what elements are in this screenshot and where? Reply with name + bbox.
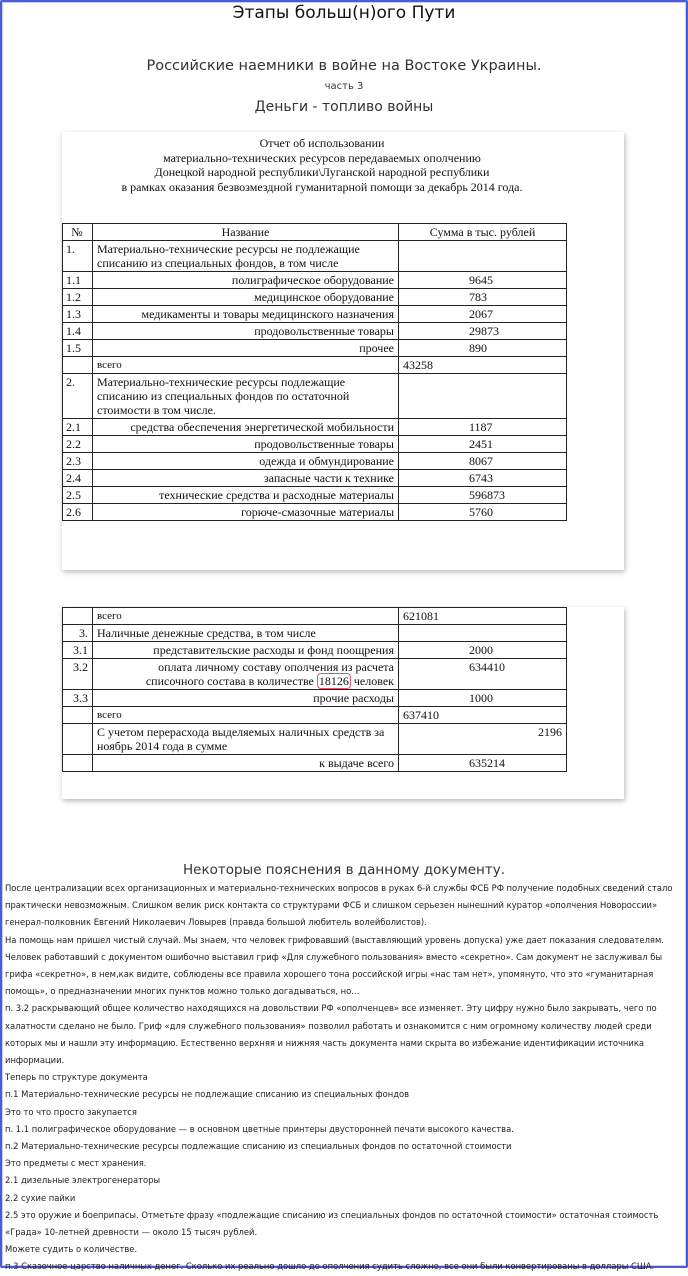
row-sum [399, 241, 567, 272]
row-sum: 2000 [399, 642, 567, 659]
report-heading-line: в рамках оказания безвозмездной гуманитарной помощи за декабрь 2014 года. [121, 179, 523, 194]
row-name-text: человек [353, 674, 394, 688]
table-row [63, 755, 567, 772]
table-row [63, 642, 567, 659]
table-row [63, 707, 567, 724]
row-sum: 8067 [399, 453, 567, 470]
row-name: Материально-технические ресурсы не подлежащие списанию из специальных фондов, в том числе [93, 241, 399, 272]
table-row [63, 625, 567, 642]
row-sum [399, 625, 567, 642]
row-no [63, 707, 93, 724]
row-name: Наличные денежные средства, в том числе [93, 625, 399, 642]
notes-body [5, 880, 681, 1276]
row-sum: 2196 [399, 724, 567, 755]
report-heading [62, 132, 582, 194]
row-name: одежда и обмундирование [93, 453, 399, 470]
row-no [63, 357, 93, 374]
row-no: 2.4 [63, 470, 93, 487]
report-heading-line: материально-технических ресурсов передаваемых ополчению [163, 150, 481, 165]
row-no [63, 724, 93, 755]
notes-paragraph: 2.2 сухие пайки [5, 1192, 76, 1203]
row-no: 1.1 [63, 272, 93, 289]
table-row [63, 289, 567, 306]
table-row [63, 608, 567, 625]
table-row [63, 724, 567, 755]
row-name-text: списочного состава в количестве [145, 674, 314, 688]
table-row [63, 357, 567, 374]
row-name: запасные части к технике [93, 470, 399, 487]
row-sum [399, 374, 567, 419]
row-name: представительские расходы и фонд поощрения [93, 642, 399, 659]
report-scan-bottom [62, 607, 624, 799]
row-name: технические средства и расходные материалы [93, 487, 399, 504]
report-heading-line: Отчет об использовании [259, 136, 385, 150]
row-no: 2.3 [63, 453, 93, 470]
row-no: 1.2 [63, 289, 93, 306]
row-name: горюче-смазочные материалы [93, 504, 399, 521]
table-row [63, 659, 567, 690]
table-row [63, 340, 567, 357]
table-row [63, 504, 567, 521]
table-row [63, 272, 567, 289]
table-row [63, 306, 567, 323]
row-sum: 6743 [399, 470, 567, 487]
row-sum: 2451 [399, 436, 567, 453]
article-part: часть 3 [324, 81, 364, 92]
row-name: С учетом перерасхода выделяемых наличных средств за ноябрь 2014 года в сумме [93, 724, 399, 755]
notes-paragraph: Это то что просто закупается [5, 1106, 137, 1117]
row-name: прочие расходы [93, 690, 399, 707]
column-header-sum: Сумма в тыс. рублей [399, 224, 567, 241]
notes-paragraph: 2.5 это оружие и боеприпасы. Отметьте фразу «подлежащие списанию из специальных фондов по остаточной стоимости» остаточная стоимость «Града» 10-летней древности — около 15 тысяч рублей. [5, 1209, 659, 1238]
row-name-line [97, 674, 394, 688]
notes-paragraph: Можете судить о количестве. [5, 1244, 138, 1255]
table-row [63, 470, 567, 487]
table-row [63, 419, 567, 436]
row-sum: 621081 [399, 608, 567, 625]
row-name: Материально-технические ресурсы подлежащие списанию из специальных фондов по остаточной стоимости в том числе. [93, 374, 399, 419]
row-name: к выдаче всего [93, 755, 399, 772]
table-row [63, 690, 567, 707]
notes-paragraph: Теперь по структуре документа [5, 1072, 148, 1083]
row-no [63, 755, 93, 772]
column-header-name: Название [93, 224, 399, 241]
notes-paragraph: На помощь нам пришел чистый случай. Мы знаем, что человек грифовавший (выставляющий уровень допуска) уже дает показания следователям. Человек работавший с документом ошибочно выставил гриф «Для служебного пользования» вместо «секретно». Сам документ не заслуживал бы грифа «секретно», в нем,как видите, соблюдены все правила хорошего тона российской игры «нас там нет», упомянуто, что это «гуманитарная помощь», о предназначении многих пунктов можно только догадываться, но... [5, 934, 664, 997]
notes-paragraph: Это предметы с мест хранения. [5, 1158, 147, 1169]
notes-paragraph: После централизации всех организационных и материально-технических вопросов в руках 6-й службы ФСБ РФ получение подобных сведений стало практически невозможным. Слишком велик риск контакта со структурами ФСБ и слишком серьезен нынешний куратор «ополчения Новороссии» генерал-полковник Евгений Николаевич Ловырев (правда большой любитель волейболистов). [5, 883, 673, 928]
table-row [63, 323, 567, 340]
highlighted-headcount: 18126 [318, 674, 349, 688]
article-subtitle: Деньги - топливо войны [254, 99, 434, 115]
row-no: 1.3 [63, 306, 93, 323]
row-no [63, 608, 93, 625]
row-name: средства обеспечения энергетической мобильности [93, 419, 399, 436]
row-sum: 783 [399, 289, 567, 306]
notes-paragraph: п.2 Материально-технические ресурсы подлежащие списанию из специальных фондов по остаточной стоимости [5, 1141, 512, 1152]
table-row [63, 453, 567, 470]
row-no: 3. [63, 625, 93, 642]
row-no: 1. [63, 241, 93, 272]
row-name: полиграфическое оборудование [93, 272, 399, 289]
row-name: продовольственные товары [93, 323, 399, 340]
row-no: 2.6 [63, 504, 93, 521]
row-sum: 1000 [399, 690, 567, 707]
row-no: 2.2 [63, 436, 93, 453]
row-no: 3.3 [63, 690, 93, 707]
table-header-row [63, 224, 567, 241]
row-sum: 5760 [399, 504, 567, 521]
row-name [93, 659, 399, 690]
report-table-top [62, 223, 567, 521]
row-no: 2.1 [63, 419, 93, 436]
report-table-bottom [62, 607, 567, 772]
row-name: прочее [93, 340, 399, 357]
row-sum: 9645 [399, 272, 567, 289]
row-name-line: оплата личному составу ополчения из расчета [158, 660, 394, 674]
row-sum: 43258 [399, 357, 567, 374]
notes-paragraph: п.3 Сказочное царство наличных денег. Сколько их реально дошло до ополчения судить сложно, все они были конвертированы в доллары США. [5, 1261, 655, 1272]
notes-title: Некоторые пояснения в данному документу. [182, 862, 506, 878]
row-name: медицинское оборудование [93, 289, 399, 306]
site-title: Этапы больш(н)ого Пути [232, 3, 456, 23]
row-name: медикаменты и товары медицинского назначения [93, 306, 399, 323]
row-no: 1.4 [63, 323, 93, 340]
row-no: 2. [63, 374, 93, 419]
table-row [63, 487, 567, 504]
column-header-no: № [63, 224, 93, 241]
notes-paragraph: п.1 Материально-технические ресурсы не подлежащие списанию из специальных фондов [5, 1089, 410, 1100]
row-sum: 637410 [399, 707, 567, 724]
table-row [63, 436, 567, 453]
notes-paragraph: п. 1.1 полиграфическое оборудование — в основном цветные принтеры двусторонней печати высокого качества. [5, 1123, 514, 1134]
row-sum: 1187 [399, 419, 567, 436]
notes-paragraph: 2.1 дизельные электрогенераторы [5, 1175, 161, 1186]
row-name: всего [93, 707, 399, 724]
table-row [63, 374, 567, 419]
row-no: 3.1 [63, 642, 93, 659]
row-sum: 890 [399, 340, 567, 357]
table-row [63, 241, 567, 272]
row-sum: 2067 [399, 306, 567, 323]
row-name: всего [93, 608, 399, 625]
report-heading-line: Донецкой народной республики\Луганской народной республики [154, 165, 490, 179]
row-sum: 635214 [399, 755, 567, 772]
row-sum: 596873 [399, 487, 567, 504]
row-name: продовольственные товары [93, 436, 399, 453]
article-title: Российские наемники в войне на Востоке Украины. [146, 58, 542, 74]
row-no: 1.5 [63, 340, 93, 357]
row-name: всего [93, 357, 399, 374]
row-sum: 634410 [399, 659, 567, 690]
row-no: 3.2 [63, 659, 93, 690]
row-sum: 29873 [399, 323, 567, 340]
notes-paragraph: п. 3.2 раскрывающий общее количество находящихся на довольствии РФ «ополченцев» все изменяет. Эту цифру нужно было закрывать, чего по халатности сделано не было. Гриф «для служебного пользования» позволил работать и ознакомится с ним огромному количеству людей среди которых мы и нашли эту информацию. Естественно верхняя и нижняя часть документа нами скрыта во избежание идентификации источника информации. [5, 1003, 657, 1066]
row-no: 2.5 [63, 487, 93, 504]
report-scan-top [62, 132, 624, 570]
